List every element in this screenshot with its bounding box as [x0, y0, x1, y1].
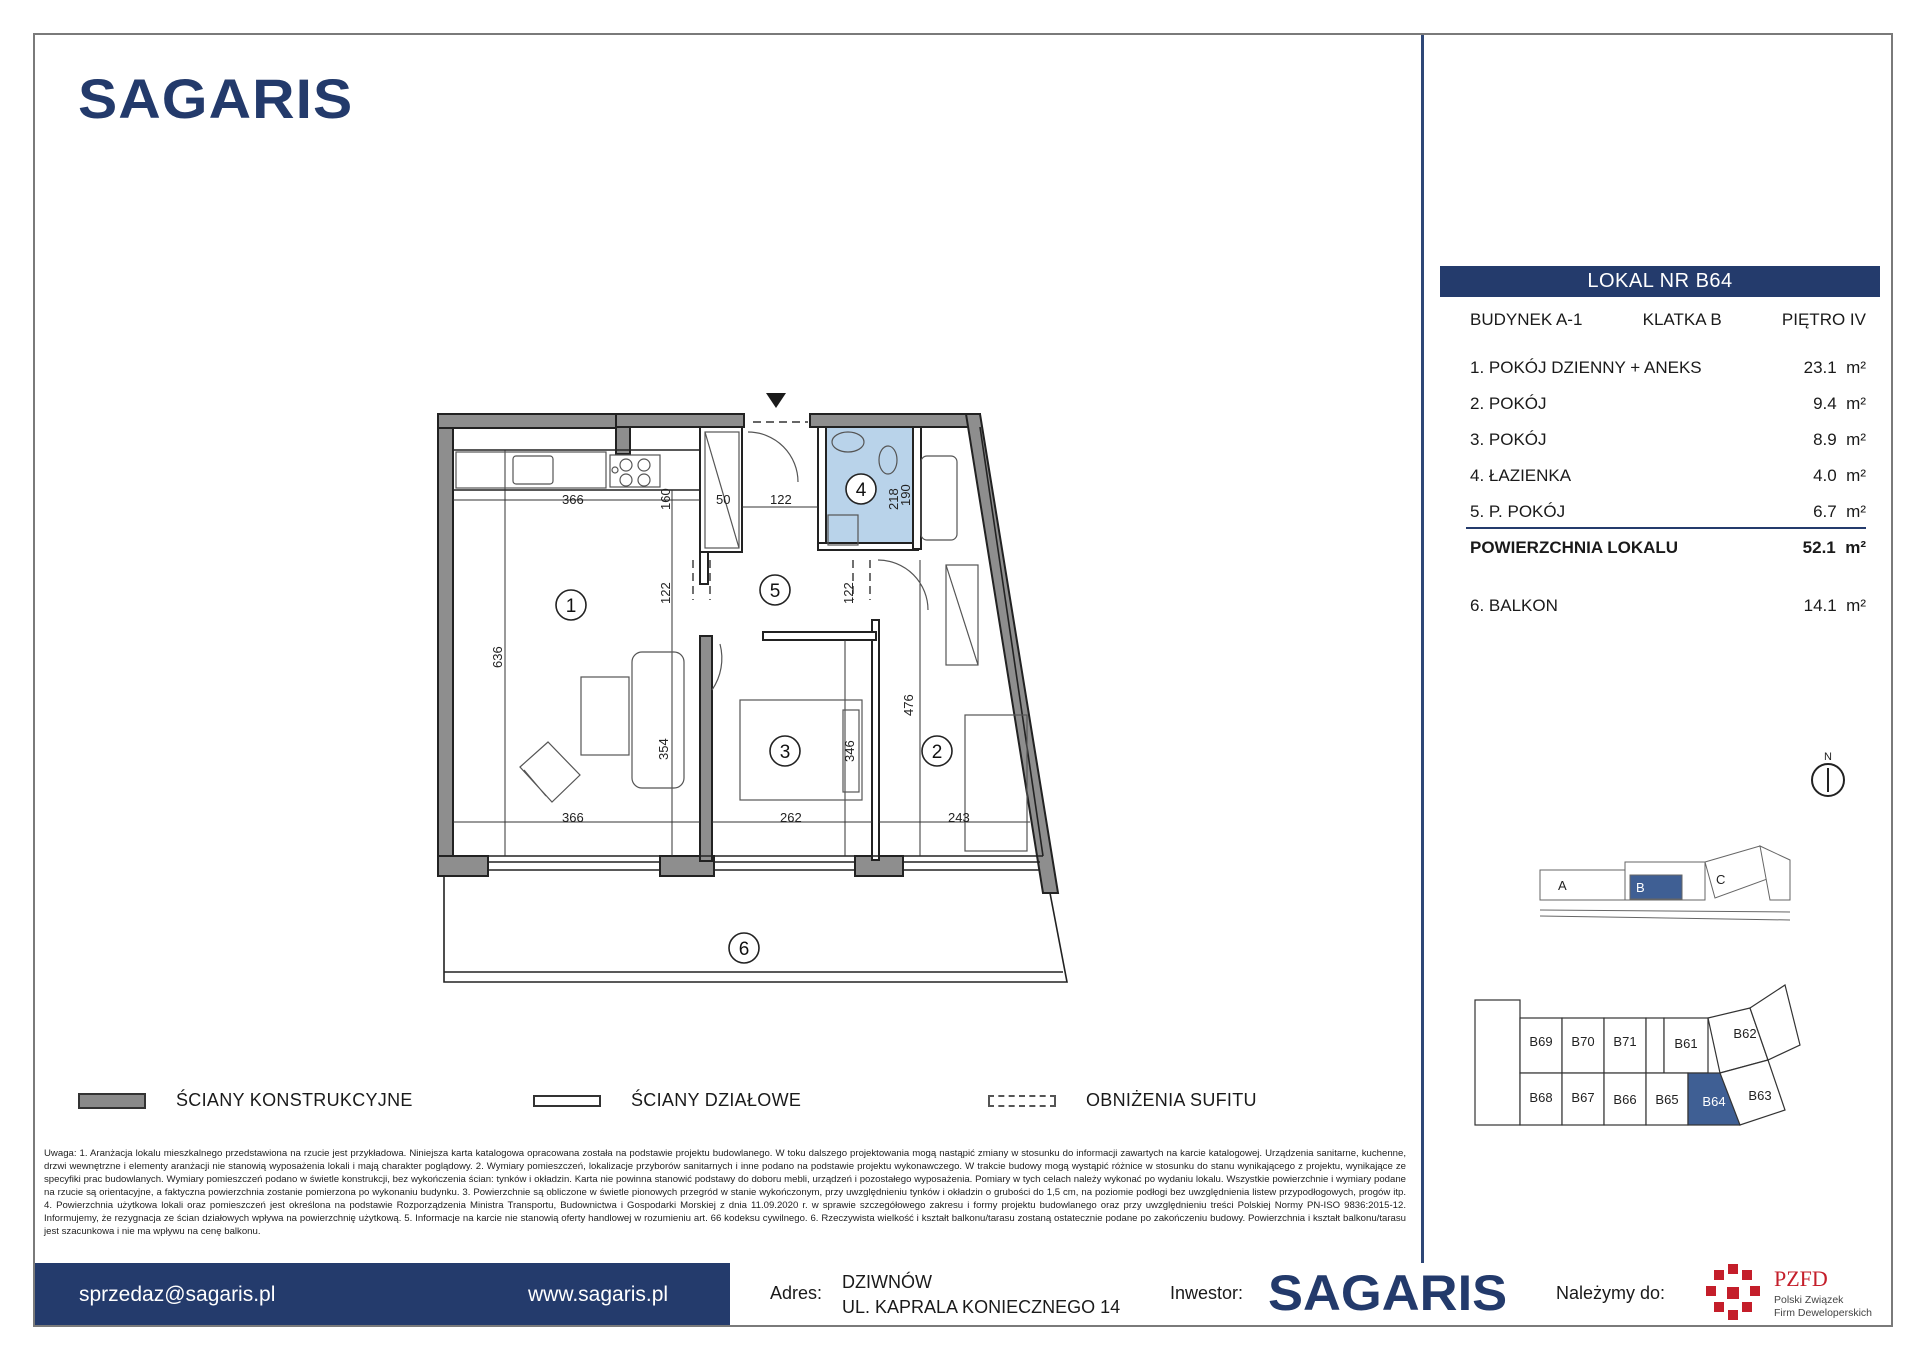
address-street: UL. KAPRALA KONIECZNEGO 14: [842, 1297, 1121, 1317]
dim-label: 262: [780, 810, 802, 825]
floor-key: [1475, 985, 1800, 1125]
member-label: Należymy do:: [1556, 1283, 1666, 1303]
floor-key-unit: B69: [1529, 1034, 1553, 1049]
floor-key-unit: B67: [1571, 1090, 1595, 1105]
room-label: 2. POKÓJ: [1470, 394, 1547, 413]
dim-label: 190: [898, 484, 913, 506]
floor-key-unit: B64: [1702, 1094, 1726, 1109]
compass-label: N: [1824, 751, 1832, 763]
floor-key-unit: B63: [1748, 1088, 1772, 1103]
dim-label: 366: [562, 492, 584, 507]
room-area: 6.7: [1813, 502, 1837, 521]
ceiling-swatch: [988, 1095, 1056, 1107]
dim-label: 354: [656, 738, 671, 760]
website-link[interactable]: www.sagaris.pl: [528, 1283, 669, 1306]
total-label: POWIERZCHNIA LOKALU: [1470, 538, 1679, 557]
balcony-area: 14.1: [1803, 596, 1837, 615]
room-area: 9.4: [1813, 394, 1837, 413]
email-link[interactable]: sprzedaz@sagaris.pl: [79, 1283, 276, 1306]
staircase-label: KLATKA B: [1642, 310, 1722, 329]
compass-icon: [1812, 764, 1844, 796]
sagaris-logo: SAGARIS: [78, 67, 354, 130]
structural-wall-swatch: [78, 1093, 146, 1109]
room-number-6: 6: [738, 939, 750, 960]
dim-label: 346: [842, 740, 857, 762]
room-unit: m²: [1846, 358, 1866, 377]
room-unit: m²: [1846, 502, 1866, 521]
dim-label: 218: [886, 488, 901, 510]
floor-key-unit: B70: [1571, 1034, 1595, 1049]
dim-label: 366: [562, 810, 584, 825]
floor-key-unit: B65: [1655, 1092, 1679, 1107]
room-unit: m²: [1846, 394, 1866, 413]
dim-label: 122: [658, 582, 673, 604]
room-number-4: 4: [855, 480, 867, 501]
dim-label: 122: [841, 582, 856, 604]
partition-wall-swatch: [533, 1095, 601, 1107]
address-city: DZIWNÓW: [842, 1272, 932, 1292]
building-label: BUDYNEK A-1: [1470, 310, 1583, 329]
floor-key-unit: B68: [1529, 1090, 1553, 1105]
room-label: 4. ŁAZIENKA: [1470, 466, 1572, 485]
dim-label: 636: [490, 646, 505, 668]
address-label: Adres:: [770, 1283, 823, 1303]
total-area: 52.1: [1802, 538, 1836, 557]
investor-logo: SAGARIS: [1268, 1265, 1508, 1321]
disclaimer-note: Uwaga: 1. Aranżacja lokalu mieszkalnego przedstawiona na rzucie jest przykładowa. Niniejsza karta katalogowa opracowana została na podstawie projektu budowlanego. W toku dalszego projektowania mogą nastąpić zmiany w stosunku do informacji zawartych na karcie katalogowej. Urządzenia sanitarne, kuchenne, drzwi wewnętrzne i elementy aranżacji nie stanowią wyposażenia lokali i mają charakter poglądowy. 2. Wymiary pomieszczeń, lokalizacje przyborów sanitarnych i inne podano na podstawie projektu wykonawczego. W trakcie budowy mogą wystąpić różnice w stosunku do stanu wynikającego z projektu, wynikające ze specyfiki prac budowlanych. Wymiary pomieszczeń podano w świetle konstrukcji, bez wykończenia ścian: tynków i okładzin. Karta nie powinna stanowić podstawy do doboru mebli, urządzeń i pozostałego wyposażenia. Pomiary w tych celach należy wykonać po wydaniu lokalu. Wszystkie powierzchnie i wymiary podane na rzucie są orientacyjne, a faktyczna powierzchnia zostanie pomierzona po wykonaniu budynku. 3. Powierzchnie są obliczone w świetle pionowych przegród w stanie wykończonym, przy uwzględnieniu tynków i okładzin o grubości do 1,5 cm, na poziomie podłogi bez uwzględnienia listew przypodłogowych, progów itp. 4. Powierzchnia użytkowa lokali oraz pomieszczeń jest określona na podstawie Rozporządzenia Ministra Transportu, Budownictwa i Gospodarki Morskiej z dnia 11.09.2020 r. w sprawie szczegółowego zakresu i formy projektu budowlanego oraz przy uwzględnieniu treści Polskiej Normy PN-ISO 9836:2015-12. Informujemy, że rezygnacja ze ścian działowych wpływa na powierzchnię użytkową. 5. Informacje na karcie nie stanowią oferty handlowej w rozumieniu art. 66 kodeksu cywilnego. 6. Rzeczywista wielkość i kształt balkonu/tarasu zostaną ostatecznie podane po zakończeniu budowy. Powierzchnia i kształt balkonu/tarasu jest szacunkowa i nie ma wpływu na cenę balkonu.: [44, 1148, 1406, 1237]
room-number-5: 5: [769, 581, 781, 602]
unit-title: LOKAL NR B64: [1440, 266, 1880, 297]
site-label-c: C: [1716, 872, 1726, 887]
site-map: [1540, 846, 1790, 920]
room-label: 5. P. POKÓJ: [1470, 502, 1566, 521]
room-label: 3. POKÓJ: [1470, 430, 1547, 449]
total-unit: m²: [1845, 538, 1866, 557]
room-label: 1. POKÓJ DZIENNY + ANEKS: [1470, 358, 1702, 377]
floor-label: PIĘTRO IV: [1781, 310, 1866, 329]
pzfd-description: Polski Związek Firm Deweloperskich: [1774, 1294, 1873, 1319]
room-area: 4.0: [1813, 466, 1837, 485]
floor-key-unit: B62: [1733, 1026, 1757, 1041]
balcony-label: 6. BALKON: [1470, 596, 1558, 615]
dim-label: 50: [716, 492, 731, 507]
site-label-b: B: [1636, 880, 1645, 895]
floor-key-unit: B61: [1674, 1036, 1698, 1051]
dim-label: 243: [948, 810, 970, 825]
room-area: 8.9: [1813, 430, 1837, 449]
dim-label: 476: [901, 694, 916, 716]
legend-ceiling: OBNIŻENIA SUFITU: [988, 1090, 1257, 1111]
pzfd-logo-icon: [1700, 1262, 1766, 1326]
dim-label: 160: [658, 488, 673, 510]
room-unit: m²: [1846, 466, 1866, 485]
floor-key-unit: B66: [1613, 1092, 1637, 1107]
room-number-2: 2: [931, 742, 943, 763]
floor-key-unit: B71: [1613, 1034, 1637, 1049]
room-number-3: 3: [779, 742, 791, 763]
legend-structural: ŚCIANY KONSTRUKCYJNE: [78, 1090, 413, 1111]
room-unit: m²: [1846, 430, 1866, 449]
legend-partition: ŚCIANY DZIAŁOWE: [533, 1090, 801, 1111]
room-number-1: 1: [565, 596, 577, 617]
site-label-a: A: [1558, 878, 1567, 893]
contact-bar: [35, 1263, 730, 1325]
investor-label: Inwestor:: [1170, 1283, 1244, 1303]
balcony-unit: m²: [1846, 596, 1866, 615]
room-area: 23.1: [1803, 358, 1837, 377]
pzfd-name: PZFD: [1774, 1266, 1828, 1291]
dim-label: 122: [770, 492, 792, 507]
